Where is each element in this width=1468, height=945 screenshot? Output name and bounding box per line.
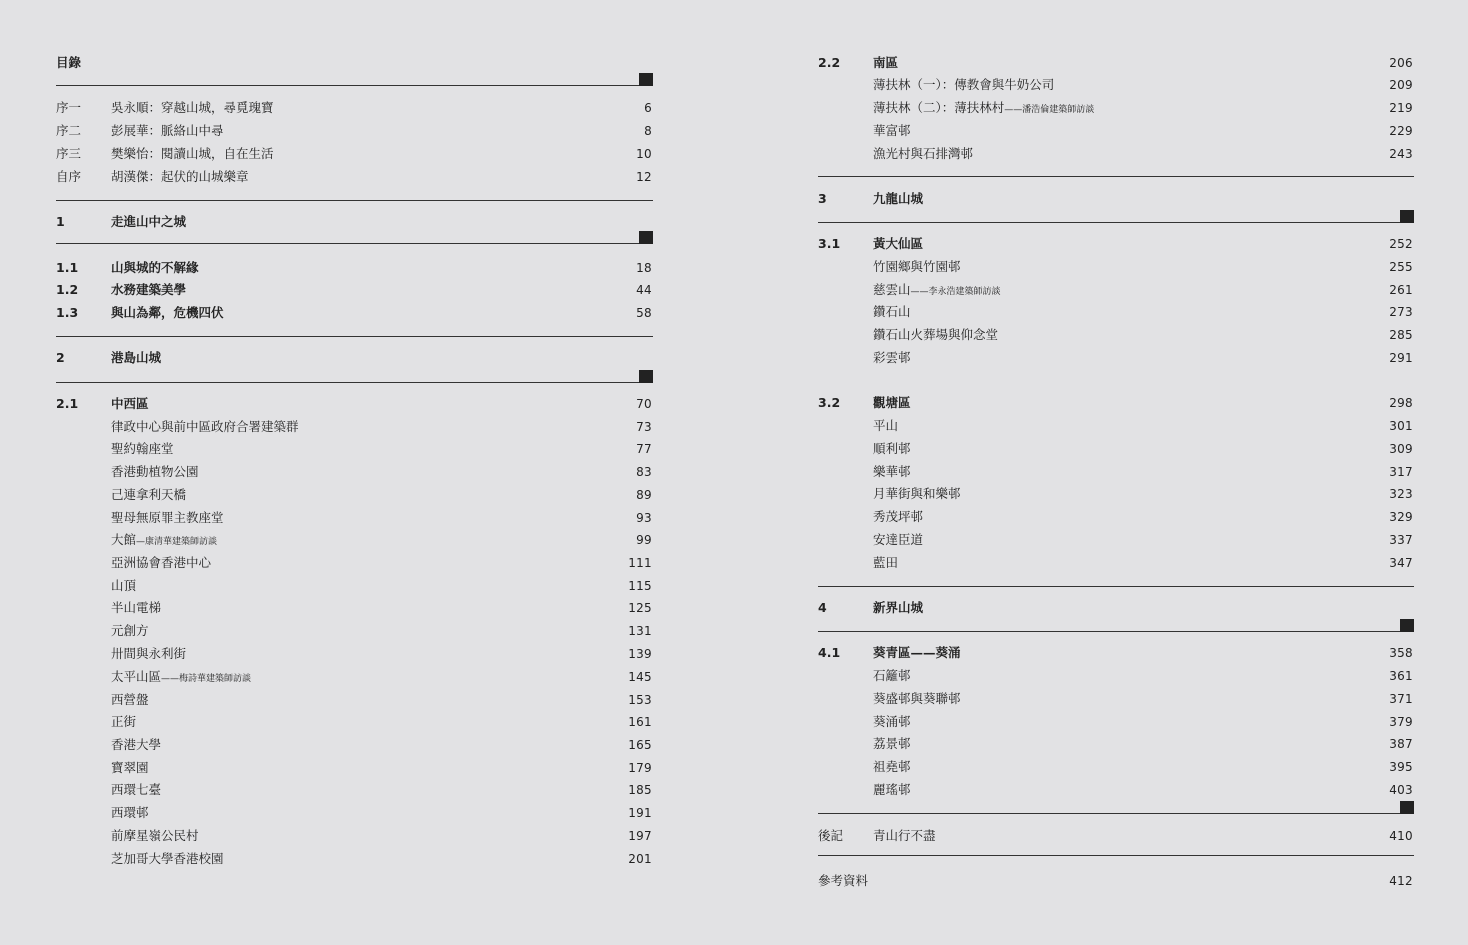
entry-page: 145 — [628, 670, 652, 684]
divider-marker — [1400, 619, 1414, 632]
divider-marker — [639, 231, 653, 244]
chapter-heading[interactable] — [818, 188, 1414, 210]
entry-page: 77 — [636, 442, 652, 456]
entry-title: 樂華邨 — [873, 464, 911, 479]
entry-title: 吳永順：穿越山城，尋覓瑰寶 — [111, 100, 274, 115]
entry-page: 139 — [628, 647, 652, 661]
entry-label: 自序 — [56, 169, 82, 184]
section-divider — [56, 336, 653, 337]
chapter-title: 走進山中之城 — [111, 214, 187, 229]
entry-note: ——梅詩華建築師訪談 — [161, 674, 252, 684]
entry-page: 273 — [1389, 305, 1413, 319]
entry-page: 8 — [644, 124, 652, 138]
entry-page: 323 — [1389, 487, 1413, 501]
toc-entry[interactable] — [56, 461, 653, 483]
section-divider — [818, 855, 1414, 856]
entry-title: 荔景邨 — [873, 736, 911, 751]
entry-title: 藍田 — [873, 555, 899, 570]
entry-title-text: 太平山區 — [111, 669, 162, 684]
entry-label: 參考資料 — [818, 873, 869, 888]
entry-title: 正街 — [111, 714, 137, 729]
entry-title — [111, 666, 251, 690]
entry-title: 香港大學 — [111, 737, 162, 752]
entry-page: 301 — [1389, 419, 1413, 433]
toc-entry[interactable] — [818, 711, 1414, 733]
entry-page: 285 — [1389, 328, 1413, 342]
section-divider — [818, 631, 1414, 632]
toc-entry[interactable] — [818, 552, 1414, 574]
section-divider — [818, 222, 1414, 223]
section-page: 18 — [636, 261, 652, 275]
entry-page: 403 — [1389, 783, 1413, 797]
entry-title: 薄扶林（一）：傳教會與牛奶公司 — [873, 77, 1055, 92]
toc-entry[interactable] — [818, 506, 1414, 528]
entry-title-text: 薄扶林（二）：薄扶林村 — [873, 100, 1005, 115]
toc-heading-row — [56, 52, 653, 74]
entry-title: 鑽石山火葬場與仰念堂 — [873, 327, 999, 342]
toc-entry[interactable] — [56, 529, 653, 551]
entry-page: 6 — [644, 101, 652, 115]
section-title: 與山為鄰，危機四伏 — [111, 305, 224, 320]
entry-page: 261 — [1389, 283, 1413, 297]
entry-title: 華富邨 — [873, 123, 911, 138]
section-entry[interactable] — [56, 279, 653, 301]
toc-entry[interactable] — [56, 757, 653, 779]
entry-page: 125 — [628, 601, 652, 615]
entry-title: 律政中心與前中區政府合署建築群 — [111, 419, 299, 434]
section-entry[interactable] — [56, 302, 653, 324]
section-entry[interactable] — [818, 233, 1414, 255]
entry-title: 山頂 — [111, 578, 137, 593]
entry-label: 序三 — [56, 146, 82, 161]
section-page: 298 — [1389, 396, 1413, 410]
entry-title: 卅間與永利街 — [111, 646, 187, 661]
section-title: 山與城的不解緣 — [111, 260, 199, 275]
toc-entry[interactable] — [818, 779, 1414, 801]
entry-page: 412 — [1389, 874, 1413, 888]
section-title: 中西區 — [111, 396, 149, 411]
entry-page: 379 — [1389, 715, 1413, 729]
chapter-heading[interactable] — [56, 347, 653, 369]
toc-entry[interactable] — [56, 802, 653, 824]
toc-entry[interactable] — [56, 416, 653, 438]
toc-entry[interactable] — [818, 347, 1414, 369]
entry-page: 243 — [1389, 147, 1413, 161]
toc-entry[interactable] — [56, 848, 653, 870]
entry-title — [873, 279, 1001, 303]
toc-entry[interactable] — [56, 143, 653, 165]
entry-title: 平山 — [873, 418, 899, 433]
toc-entry[interactable] — [818, 74, 1414, 96]
section-divider — [818, 586, 1414, 587]
entry-page: 371 — [1389, 692, 1413, 706]
section-page: 252 — [1389, 237, 1413, 251]
entry-label: 序二 — [56, 123, 82, 138]
toc-entry[interactable] — [56, 438, 653, 460]
entry-title: 寶翠園 — [111, 760, 149, 775]
section-divider — [818, 176, 1414, 177]
toc-entry[interactable] — [818, 120, 1414, 142]
section-number: 4.1 — [818, 645, 841, 660]
chapter-number: 1 — [56, 214, 65, 229]
entry-title: 竹園鄉與竹園邨 — [873, 259, 961, 274]
toc-entry[interactable] — [818, 97, 1414, 119]
entry-title: 西環邨 — [111, 805, 149, 820]
toc-entry[interactable] — [56, 734, 653, 756]
toc-entry[interactable] — [818, 688, 1414, 710]
entry-page: 317 — [1389, 465, 1413, 479]
section-number: 3.1 — [818, 236, 841, 251]
entry-page: 201 — [628, 852, 652, 866]
entry-page: 153 — [628, 693, 652, 707]
toc-entry[interactable] — [56, 507, 653, 529]
section-divider — [56, 243, 653, 244]
entry-page: 115 — [628, 579, 652, 593]
entry-page: 387 — [1389, 737, 1413, 751]
section-number: 1.3 — [56, 305, 79, 320]
toc-entry[interactable] — [56, 97, 653, 119]
section-divider — [56, 200, 653, 201]
section-number: 1.2 — [56, 282, 79, 297]
entry-title: 西環七臺 — [111, 782, 162, 797]
entry-title: 西營盤 — [111, 692, 149, 707]
section-page: 58 — [636, 306, 652, 320]
entry-page: 165 — [628, 738, 652, 752]
entry-title: 半山電梯 — [111, 600, 162, 615]
entry-page: 185 — [628, 783, 652, 797]
entry-title: 葵盛邨與葵聯邨 — [873, 691, 961, 706]
toc-entry[interactable] — [818, 415, 1414, 437]
section-page: 358 — [1389, 646, 1413, 660]
divider-marker — [1400, 210, 1414, 223]
entry-title: 順利邨 — [873, 441, 911, 456]
entry-title: 安達臣道 — [873, 532, 924, 547]
section-number: 1.1 — [56, 260, 79, 275]
entry-page: 329 — [1389, 510, 1413, 524]
entry-title: 聖約翰座堂 — [111, 441, 174, 456]
entry-label: 後記 — [818, 828, 844, 843]
entry-page: 131 — [628, 624, 652, 638]
entry-page: 361 — [1389, 669, 1413, 683]
section-entry[interactable] — [56, 393, 653, 415]
entry-title: 彩雲邨 — [873, 350, 911, 365]
toc-entry[interactable] — [818, 665, 1414, 687]
toc-entry[interactable] — [818, 301, 1414, 323]
section-page: 44 — [636, 283, 652, 297]
entry-page: 73 — [636, 420, 652, 434]
entry-title: 前摩星嶺公民村 — [111, 828, 199, 843]
chapter-number: 2 — [56, 350, 65, 365]
toc-entry[interactable] — [56, 120, 653, 142]
toc-entry[interactable] — [56, 484, 653, 506]
section-entry[interactable] — [818, 392, 1414, 414]
entry-title: 麗瑤邨 — [873, 782, 911, 797]
entry-title: 香港動植物公園 — [111, 464, 199, 479]
divider-marker — [639, 370, 653, 383]
section-entry[interactable] — [818, 52, 1414, 74]
entry-title: 胡漢傑：起伏的山城樂章 — [111, 169, 249, 184]
entry-page: 410 — [1389, 829, 1413, 843]
section-number: 2.1 — [56, 396, 79, 411]
entry-title — [111, 529, 217, 553]
entry-page: 291 — [1389, 351, 1413, 365]
entry-title: 亞洲協會香港中心 — [111, 555, 212, 570]
section-title: 觀塘區 — [873, 395, 911, 410]
toc-entry[interactable] — [56, 711, 653, 733]
entry-title-text: 慈雲山 — [873, 282, 911, 297]
entry-page: 337 — [1389, 533, 1413, 547]
section-title: 南區 — [873, 55, 899, 70]
entry-title: 石籬邨 — [873, 668, 911, 683]
toc-entry[interactable] — [818, 256, 1414, 278]
entry-page: 255 — [1389, 260, 1413, 274]
entry-title: 秀茂坪邨 — [873, 509, 924, 524]
entry-page: 10 — [636, 147, 652, 161]
section-number: 3.2 — [818, 395, 841, 410]
section-number: 2.2 — [818, 55, 841, 70]
toc-entry[interactable] — [818, 756, 1414, 778]
toc-entry[interactable] — [818, 733, 1414, 755]
entry-page: 209 — [1389, 78, 1413, 92]
toc-entry[interactable] — [56, 779, 653, 801]
toc-entry[interactable] — [56, 825, 653, 847]
section-divider — [818, 813, 1414, 814]
entry-page: 99 — [636, 533, 652, 547]
entry-title: 己連拿利天橋 — [111, 487, 187, 502]
chapter-title: 港島山城 — [111, 350, 162, 365]
chapter-title: 九龍山城 — [873, 191, 924, 206]
toc-entry[interactable] — [818, 870, 1414, 892]
entry-title: 漁光村與石排灣邨 — [873, 146, 974, 161]
entry-page: 83 — [636, 465, 652, 479]
section-title: 水務建築美學 — [111, 282, 187, 297]
entry-note: —康清華建築師訪談 — [136, 537, 218, 547]
entry-page: 395 — [1389, 760, 1413, 774]
toc-entry[interactable] — [56, 689, 653, 711]
entry-page: 309 — [1389, 442, 1413, 456]
toc-entry[interactable] — [818, 143, 1414, 165]
entry-page: 111 — [628, 556, 652, 570]
section-entry[interactable] — [56, 257, 653, 279]
toc-entry[interactable] — [818, 324, 1414, 346]
section-divider — [56, 85, 653, 86]
entry-title: 月華街與和樂邨 — [873, 486, 961, 501]
section-title: 黃大仙區 — [873, 236, 924, 251]
entry-page: 219 — [1389, 101, 1413, 115]
entry-title: 彭展華：脈絡山中尋 — [111, 123, 224, 138]
section-page: 206 — [1389, 56, 1413, 70]
entry-page: 191 — [628, 806, 652, 820]
section-entry[interactable] — [818, 642, 1414, 664]
entry-title: 鑽石山 — [873, 304, 911, 319]
entry-page: 347 — [1389, 556, 1413, 570]
divider-marker — [1400, 801, 1414, 814]
chapter-heading[interactable] — [818, 597, 1414, 619]
toc-entry[interactable] — [818, 483, 1414, 505]
section-divider — [56, 382, 653, 383]
toc-entry[interactable] — [818, 825, 1414, 847]
toc-entry[interactable] — [56, 597, 653, 619]
entry-title: 元創方 — [111, 623, 149, 638]
chapter-heading[interactable] — [56, 211, 653, 233]
toc-entry[interactable] — [818, 461, 1414, 483]
toc-entry[interactable] — [818, 529, 1414, 551]
toc-heading: 目錄 — [56, 55, 82, 70]
entry-label: 序一 — [56, 100, 82, 115]
section-title: 葵青區——葵涌 — [873, 645, 961, 660]
entry-title — [873, 97, 1094, 121]
divider-marker — [639, 73, 653, 86]
entry-title-text: 大館 — [111, 532, 137, 547]
chapter-title: 新界山城 — [873, 600, 924, 615]
entry-page: 93 — [636, 511, 652, 525]
entry-page: 197 — [628, 829, 652, 843]
entry-title: 祖堯邨 — [873, 759, 911, 774]
toc-entry[interactable] — [56, 643, 653, 665]
entry-page: 12 — [636, 170, 652, 184]
entry-title: 樊樂怡：閱讀山城，自在生活 — [111, 146, 274, 161]
entry-page: 89 — [636, 488, 652, 502]
section-page: 70 — [636, 397, 652, 411]
entry-title: 葵涌邨 — [873, 714, 911, 729]
toc-entry[interactable] — [818, 279, 1414, 301]
entry-note: ——潘浩倫建築師訪談 — [1004, 105, 1095, 115]
entry-note: ——李永浩建築師訪談 — [910, 287, 1001, 297]
chapter-number: 3 — [818, 191, 827, 206]
chapter-number: 4 — [818, 600, 827, 615]
entry-page: 161 — [628, 715, 652, 729]
entry-title: 青山行不盡 — [873, 828, 936, 843]
toc-entry[interactable] — [56, 666, 653, 688]
toc-entry[interactable] — [56, 620, 653, 642]
toc-entry[interactable] — [818, 438, 1414, 460]
entry-title: 芝加哥大學香港校園 — [111, 851, 224, 866]
entry-title: 聖母無原罪主教座堂 — [111, 510, 224, 525]
toc-entry[interactable] — [56, 552, 653, 574]
toc-entry[interactable] — [56, 166, 653, 188]
entry-page: 179 — [628, 761, 652, 775]
entry-page: 229 — [1389, 124, 1413, 138]
toc-entry[interactable] — [56, 575, 653, 597]
